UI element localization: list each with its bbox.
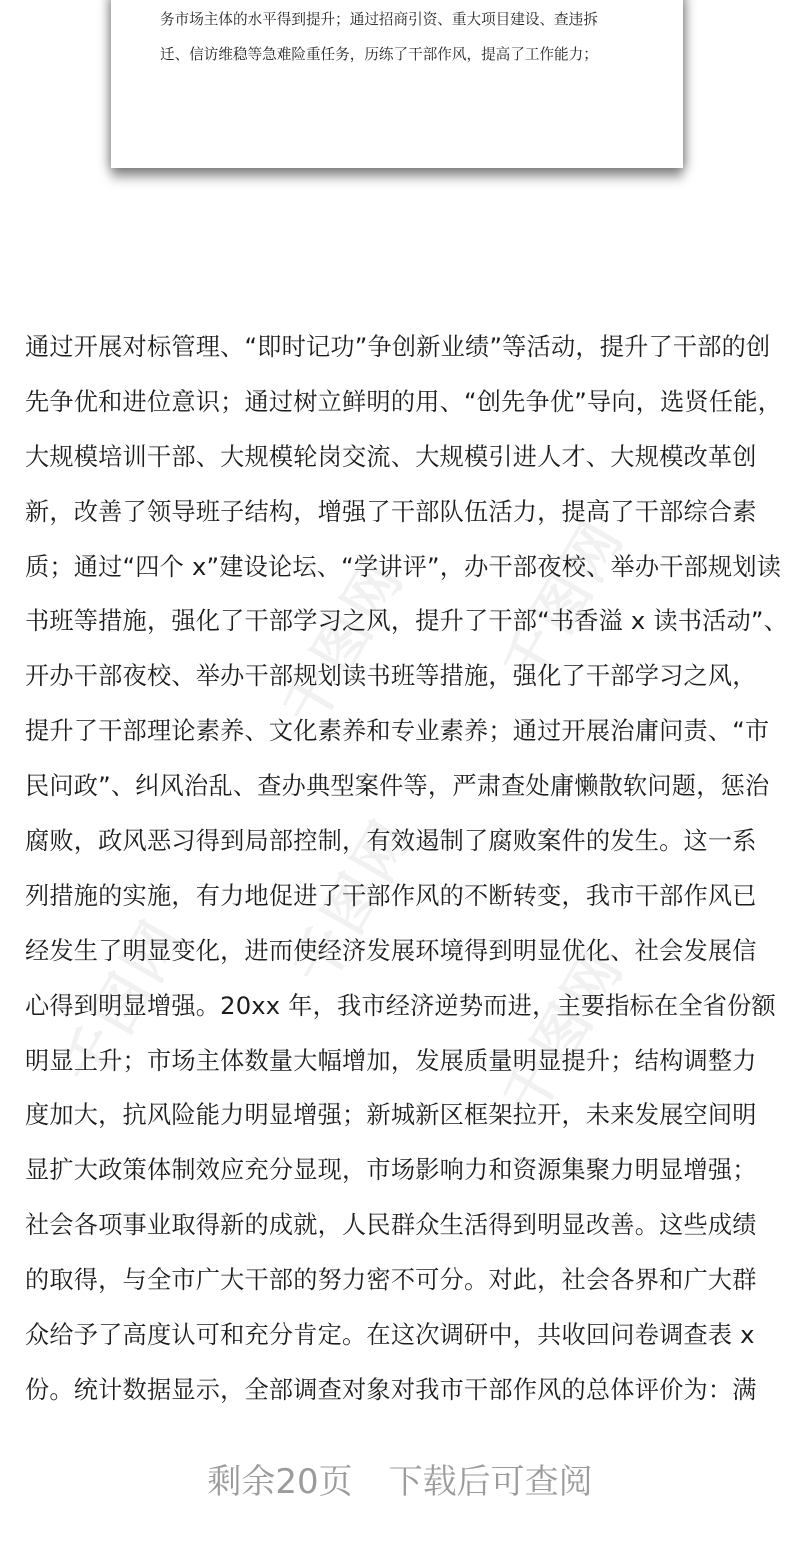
body-line: 开办干部夜校、举办干部规划读书班等措施，强化了干部学习之风， (25, 662, 757, 691)
download-to-view-label[interactable]: 下载后可查阅 (388, 1462, 593, 1502)
body-line: 众给予了高度认可和充分肯定。在这次调研中，共收回问卷调查表 x (25, 1321, 755, 1350)
body-line: 先争优和进位意识；通过树立鲜明的用、“创先争优”导向，选贤任能， (25, 387, 783, 416)
preview-line: 务市场主体的水平得到提升；通过招商引资、重大项目建设、查违拆 (160, 11, 598, 28)
remaining-pages-label: 剩余20页 (207, 1462, 353, 1502)
body-line: 份。统计数据显示，全部调查对象对我市干部作风的总体评价为：满 (25, 1375, 757, 1404)
previous-page-preview-card (111, 0, 683, 168)
body-line: 大规模培训干部、大规模轮岗交流、大规模引进人才、大规模改革创 (25, 442, 757, 471)
watermark: 千图网 (490, 508, 638, 697)
body-line: 明显上升；市场主体数量大幅增加，发展质量明显提升；结构调整力 (25, 1046, 757, 1075)
body-line: 通过开展对标管理、“即时记功”争创新业绩”等活动，提升了干部的创 (25, 333, 771, 361)
watermark: 千图网 (280, 808, 428, 997)
preview-line: 迁、信访维稳等急难险重任务，历练了干部作风，提高了工作能力； (160, 46, 598, 63)
body-line: 心得到明显增强。20xx 年，我市经济逆势而进，主要指标在全省份额 (25, 991, 776, 1020)
body-line: 经发生了明显变化，进而使经济发展环境得到明显优化、社会发展信 (25, 936, 757, 965)
body-line: 列措施的实施，有力地促进了干部作风的不断转变，我市干部作风已 (25, 881, 757, 910)
document-body (25, 332, 800, 1430)
body-line: 度加大，抗风险能力明显增强；新城新区框架拉开，未来发展空间明 (25, 1101, 757, 1130)
body-line: 书班等措施，强化了干部学习之风，提升了干部“书香溢 x 读书活动”、 (25, 607, 788, 636)
body-line: 显扩大政策体制效应充分显现，市场影响力和资源集聚力明显增强； (25, 1156, 757, 1185)
body-line: 质；通过“四个 x”建设论坛、“学讲评”，办干部夜校、举办干部规划读 (25, 552, 782, 581)
body-line: 民问政”、纠风治乱、查办典型案件等，严肃查处庸懒散软问题，惩治 (25, 772, 770, 801)
body-line: 社会各项事业取得新的成就，人民群众生活得到明显改善。这些成绩 (25, 1211, 757, 1240)
body-line: 新，改善了领导班子结构，增强了干部队伍活力，提高了干部综合素 (25, 497, 757, 526)
body-line: 腐败，政风恶习得到局部控制，有效遏制了腐败案件的发生。这一系 (25, 827, 757, 856)
watermark: 千图网 (490, 938, 638, 1127)
body-line: 的取得，与全市广大干部的努力密不可分。对此，社会各界和广大群 (25, 1266, 757, 1295)
watermark: 千图网 (270, 548, 418, 737)
body-line: 提升了干部理论素养、文化素养和专业素养；通过开展治庸问责、“市 (25, 717, 770, 746)
watermark: 千图网 (50, 908, 198, 1097)
download-prompt[interactable] (0, 1460, 800, 1504)
